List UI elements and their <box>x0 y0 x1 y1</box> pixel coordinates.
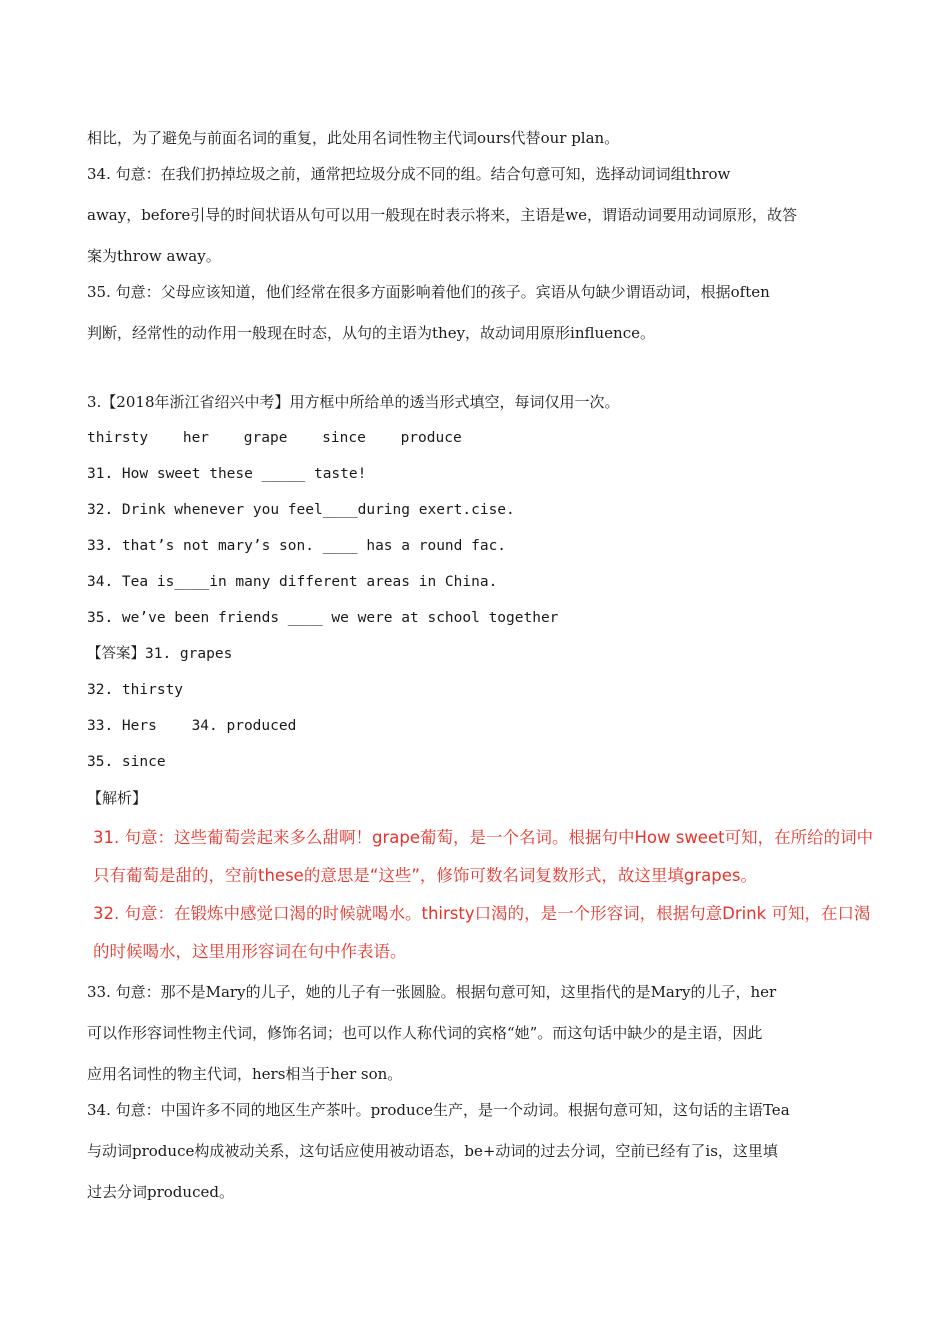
answers-33-34 <box>87 716 880 736</box>
analysis-33-line: 33. 句意：那不是Mary的儿子，她的儿子有一张圆脸。根据句意可知，这里指代的是Mary的儿子，her <box>87 983 777 1001</box>
answer-35: 35. since <box>87 754 166 770</box>
analysis-32-line: 的时候喝水，这里用形容词在句中作表语。 <box>93 942 407 961</box>
section-heading: 3.【2018年浙江省绍兴中考】用方框中所给单的透当形式填空，每词仅用一次。 <box>87 393 620 411</box>
word-bank-item: produce <box>400 430 462 446</box>
question-32: 32. Drink whenever you feel____during exert.cise. <box>87 502 515 518</box>
analysis-34-line: 与动词produce构成被动关系，这句话应使用被动语态，be+动词的过去分词，空前已经有了is，这里填 <box>87 1142 778 1160</box>
answer-label: 【答案】31. grapes <box>87 646 233 662</box>
explanation-q34-line: 34. 句意：在我们扔掉垃圾之前，通常把垃圾分成不同的组。结合句意可知，选择动词词组throw <box>87 165 731 183</box>
analysis-32-line: 32. 句意：在锻炼中感觉口渴的时候就喝水。thirsty口渴的，是一个形容词，根据句意Drink 可知，在口渴 <box>93 904 871 923</box>
answer-32: 32. thirsty <box>87 682 184 698</box>
word-bank <box>87 428 880 448</box>
answer-34: 34. produced <box>191 718 297 734</box>
analysis-31-line: 31. 句意：这些葡萄尝起来多么甜啊！grape葡萄，是一个名词。根据句中How sweet可知，在所给的词中 <box>93 828 874 847</box>
question-31: 31. How sweet these _____ taste! <box>87 466 367 482</box>
analysis-31-line: 只有葡萄是甜的，空前these的意思是“这些”，修饰可数名词复数形式，故这里填grapes。 <box>93 866 758 885</box>
explanation-line: 相比，为了避免与前面名词的重复，此处用名词性物主代词ours代替our plan。 <box>87 129 620 147</box>
explanation-q34-line: away，before引导的时间状语从句可以用一般现在时表示将来，主语是we，谓语动词要用动词原形，故答 <box>87 206 798 224</box>
analysis-label: 【解析】 <box>87 789 148 807</box>
analysis-34-line: 34. 句意：中国许多不同的地区生产茶叶。produce生产，是一个动词。根据句意可知，这句话的主语Tea <box>87 1101 790 1119</box>
word-bank-item: thirsty <box>87 430 149 446</box>
question-35: 35. we’ve been friends ____ we were at school together <box>87 610 559 626</box>
word-bank-item: grape <box>243 430 288 446</box>
explanation-q34-line: 案为throw away。 <box>87 247 221 265</box>
explanation-q35-line: 35. 句意：父母应该知道，他们经常在很多方面影响着他们的孩子。宾语从句缺少谓语动词，根据often <box>87 283 770 301</box>
analysis-33-line: 可以作形容词性物主代词，修饰名词；也可以作人称代词的宾格“她”。而这句话中缺少的是主语，因此 <box>87 1024 763 1042</box>
question-33: 33. that’s not mary’s son. ____ has a round fac. <box>87 538 507 554</box>
explanation-q35-line: 判断，经常性的动作用一般现在时态，从句的主语为they，故动词用原形influence。 <box>87 324 655 342</box>
question-34: 34. Tea is____in many different areas in China. <box>87 574 498 590</box>
word-bank-item: since <box>322 430 366 446</box>
word-bank-item: her <box>182 430 210 446</box>
analysis-33-line: 应用名词性的物主代词，hers相当于her son。 <box>87 1065 403 1083</box>
analysis-34-line: 过去分词produced。 <box>87 1183 234 1201</box>
answer-33: 33. Hers <box>87 718 157 734</box>
